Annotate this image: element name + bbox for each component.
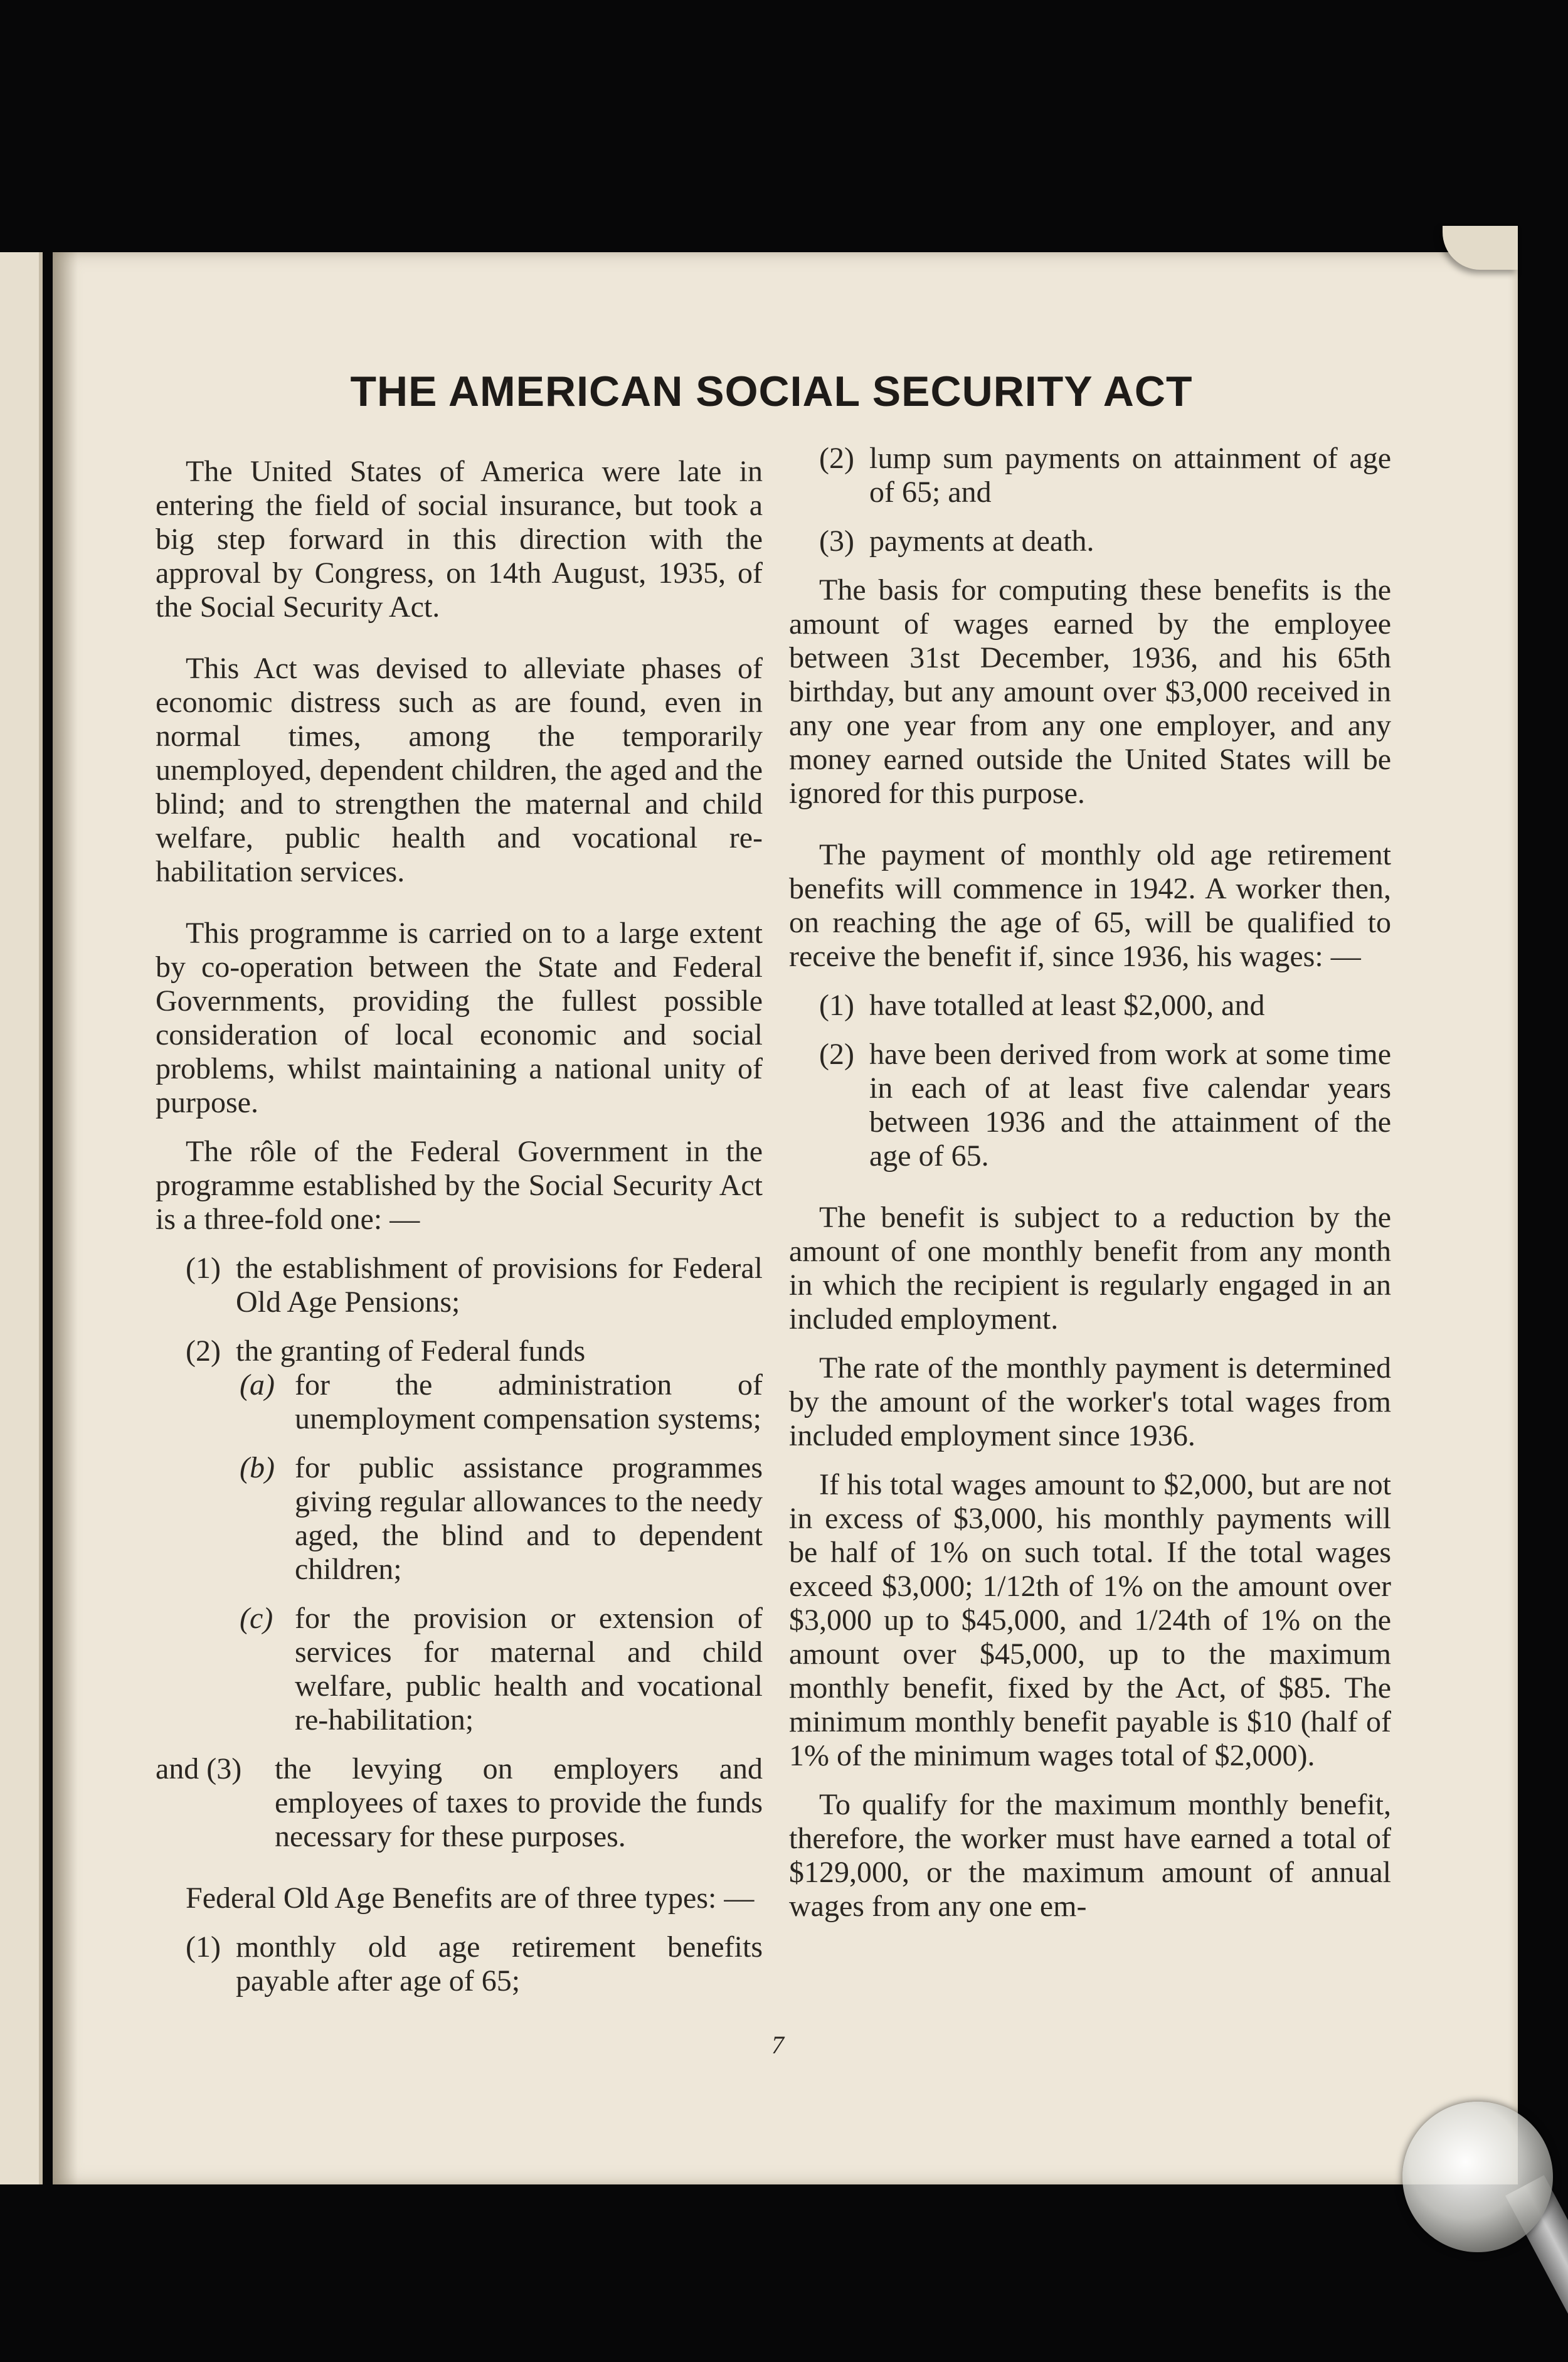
- list-text: for the administration of unemployment compensation systems;: [295, 1368, 763, 1435]
- list-item: [789, 442, 1391, 509]
- list-number: (1): [819, 989, 854, 1022]
- left-column: [156, 455, 763, 1998]
- list-letter: (b): [240, 1451, 275, 1484]
- list-number: (2): [186, 1334, 221, 1368]
- list-text: payments at death.: [869, 524, 1094, 558]
- list-text: for public assistance programmes giving regular allowances to the needy aged, the blind and to dependent children;: [295, 1451, 763, 1586]
- list-item: [156, 1930, 763, 1998]
- list-item: [789, 1038, 1391, 1173]
- list-text: for the provision or extension of services for maternal and child welfare, public health and vocational re-habilitation;: [295, 1602, 763, 1737]
- list-text: have been derived from work at some time in each of at least five calendar years between 1936 and the attainment of the age of 65.: [869, 1038, 1391, 1173]
- list-text: have totalled at least $2,000, and: [869, 989, 1265, 1022]
- list-letter: (c): [240, 1602, 273, 1635]
- list-item: [789, 524, 1391, 558]
- paragraph-benefit-reduction: The benefit is subject to a reduction by the amount of one monthly benefit from any month in which the recipient is regularly engaged in an included employment.: [789, 1201, 1391, 1336]
- list-number: (3): [819, 524, 854, 558]
- list-item: [156, 1252, 763, 1319]
- sub-list-item: [156, 1451, 763, 1587]
- list-item: [156, 1752, 763, 1854]
- list-text: lump sum payments on attainment of age of 65; and: [869, 442, 1391, 509]
- spine-shadow: [53, 252, 78, 2184]
- sub-list-item: [156, 1368, 763, 1436]
- paragraph-computing-basis: The basis for computing these benefits is the amount of wages earned by the employee between 31st December, 1936, and his 65th birthday, but any amount over $3,000 received in any one year from any one employer, and any money earned outside the United States will be ignored for this purpose.: [789, 573, 1391, 810]
- list-number: (1): [186, 1252, 221, 1285]
- page-title: THE AMERICAN SOCIAL SECURITY ACT: [350, 368, 1193, 415]
- magnifier-lens: [1402, 2102, 1553, 2252]
- list-text: the establishment of provisions for Federal Old Age Pensions;: [236, 1252, 763, 1319]
- list-number: (2): [819, 442, 854, 475]
- right-column: [789, 442, 1391, 1923]
- paragraph-benefit-types: Federal Old Age Benefits are of three types: —: [186, 1881, 755, 1915]
- list-number: and (3): [156, 1752, 242, 1785]
- sub-list-item: [156, 1602, 763, 1737]
- paragraph-maximum-benefit: To qualify for the maximum monthly benefit, therefore, the worker must have earned a total of $129,000, or the maximum amount of annual wages from any one em-: [789, 1788, 1391, 1923]
- list-text: monthly old age retirement benefits payable after age of 65;: [236, 1930, 763, 1998]
- list-number: (2): [819, 1038, 854, 1071]
- list-text: the levying on employers and employees of taxes to provide the funds necessary for these purposes.: [275, 1752, 763, 1853]
- list-item: [789, 989, 1391, 1023]
- left-page-edge: [0, 252, 43, 2184]
- paragraph-act-purpose: This Act was devised to alleviate phases of economic distress such as are found, even in normal times, among the temporarily unemployed, dependent children, the aged and the blind; and to strengthen the maternal and child welfare, public health and vocational re-habilitation services.: [156, 652, 763, 888]
- paragraph-federal-role: The rôle of the Federal Government in the programme established by the Social Security Act is a three-fold one: —: [156, 1135, 763, 1236]
- paragraph-programme: This programme is carried on to a large extent by co-operation between the State and Federal Governments, providing the fullest possible consideration of local economic and social problems, whilst maintaining a national unity of purpose.: [156, 917, 763, 1119]
- paragraph-intro: The United States of America were late in entering the field of social insurance, but took a big step forward in this direction with the approval by Congress, on 14th August, 1935, of the Social Security Act.: [156, 455, 763, 624]
- list-item: [156, 1334, 763, 1368]
- paragraph-wage-thresholds: If his total wages amount to $2,000, but are not in excess of $3,000, his monthly payments will be half of 1% on such total. If the total wages exceed $3,000; 1/12th of 1% on the amount over $3,000 up to $45,000, and 1/24th of 1% on the amount over $45,000, up to the maximum monthly benefit, fixed by the Act, of $85. The minimum monthly benefit payable is $10 (half of 1% of the minimum wages total of $2,000).: [789, 1468, 1391, 1772]
- list-number: (1): [186, 1930, 221, 1964]
- paragraph-payment-rate: The rate of the monthly payment is determined by the amount of the worker's total wages from included employment since 1936.: [789, 1351, 1391, 1452]
- page-number: 7: [771, 2031, 784, 2059]
- paragraph-retirement-benefits: The payment of monthly old age retirement benefits will commence in 1942. A worker then, on reaching the age of 65, will be qualified to receive the benefit if, since 1936, his wages: —: [789, 838, 1391, 973]
- list-text: the granting of Federal funds: [236, 1334, 586, 1368]
- list-letter: (a): [240, 1368, 275, 1402]
